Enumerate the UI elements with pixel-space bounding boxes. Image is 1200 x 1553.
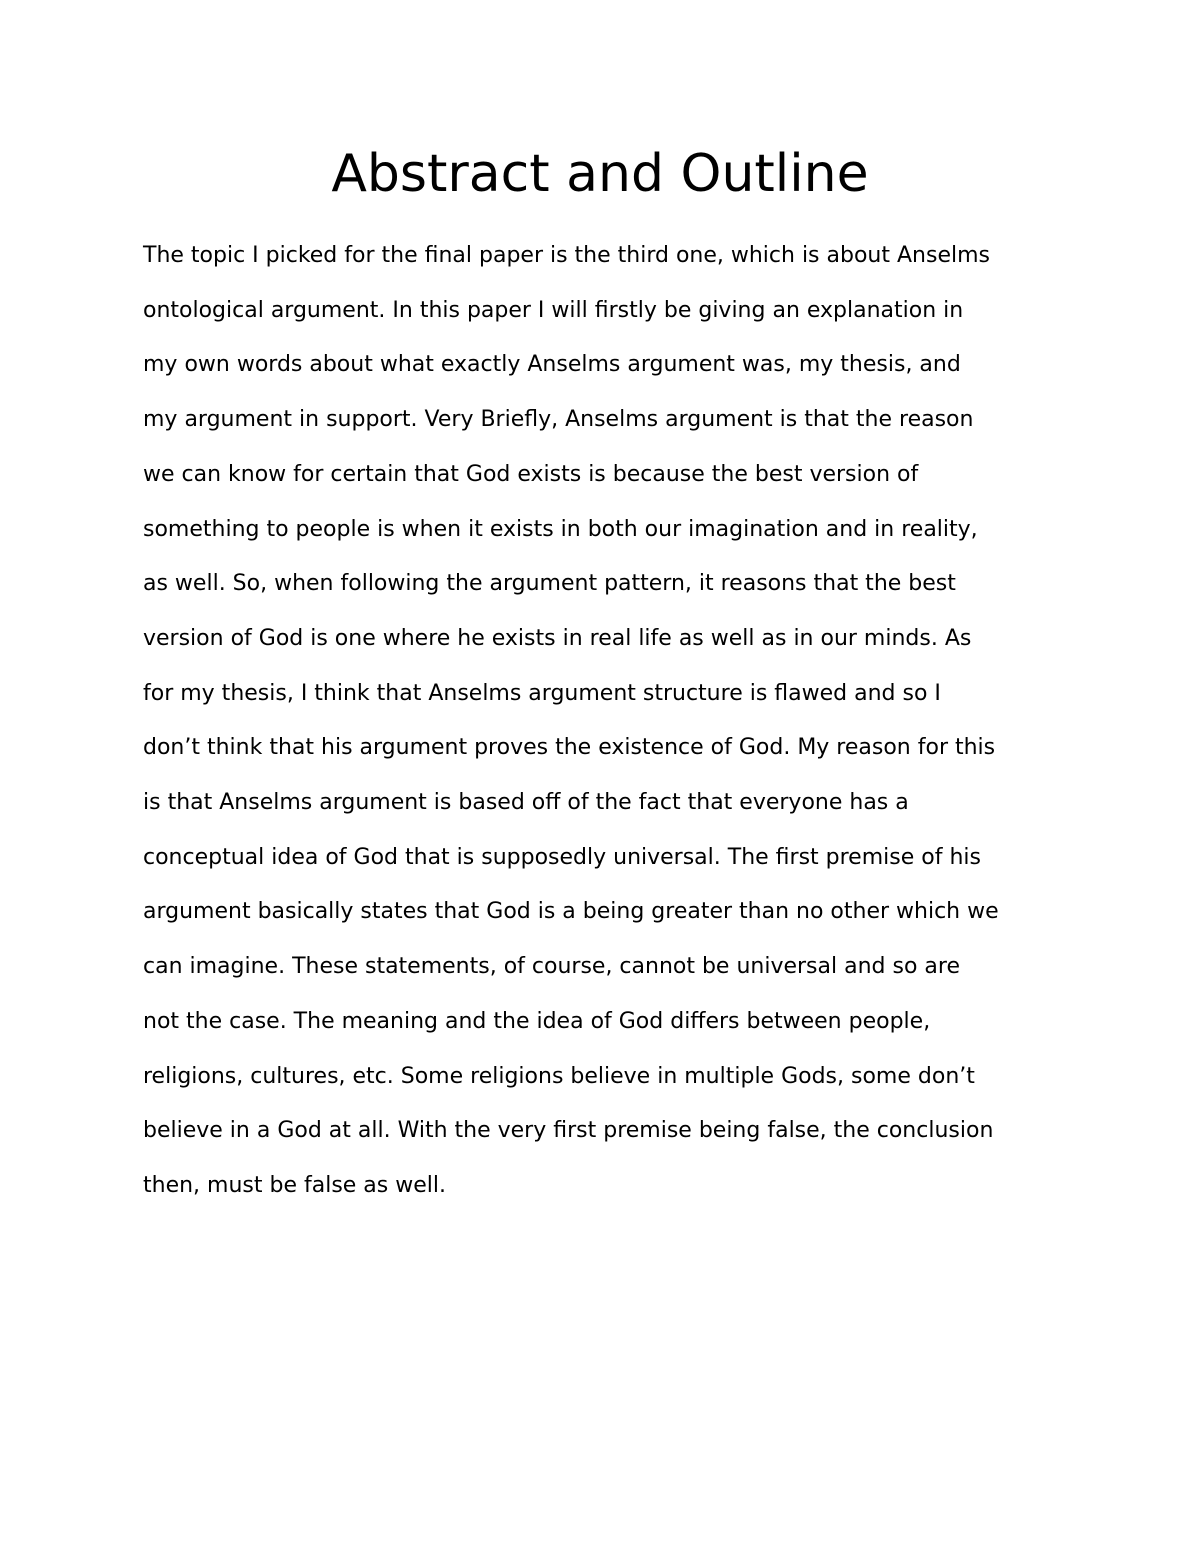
paragraph-line: is that Anselms argument is based off of the fact that everyone has a: [143, 790, 909, 816]
paragraph-line: for my thesis, I think that Anselms argument structure is flawed and so I: [143, 680, 941, 706]
page-title: Abstract and Outline: [331, 144, 869, 204]
paragraph-line: religions, cultures, etc. Some religions believe in multiple Gods, some don’t: [143, 1063, 975, 1089]
paragraph-line: not the case. The meaning and the idea of God differs between people,: [143, 1008, 931, 1034]
paragraph-line: version of God is one where he exists in real life as well as in our minds. As: [143, 625, 972, 651]
paragraph-line: conceptual idea of God that is supposedly universal. The first premise of his: [143, 844, 981, 870]
paragraph-line: then, must be false as well.: [143, 1172, 446, 1198]
paragraph-line: can imagine. These statements, of course, cannot be universal and so are: [143, 954, 960, 980]
paragraph-line: my argument in support. Very Briefly, Anselms argument is that the reason: [143, 407, 974, 433]
paragraph-line: don’t think that his argument proves the existence of God. My reason for this: [143, 735, 996, 761]
paragraph-line: as well. So, when following the argument pattern, it reasons that the best: [143, 571, 956, 597]
paragraph-line: argument basically states that God is a being greater than no other which we: [143, 899, 999, 925]
body-paragraph: [143, 229, 1083, 1214]
paragraph-line: my own words about what exactly Anselms argument was, my thesis, and: [143, 352, 961, 378]
paragraph-line: we can know for certain that God exists is because the best version of: [143, 461, 919, 487]
paragraph-line: The topic I picked for the final paper is the third one, which is about Anselms: [143, 243, 990, 268]
paragraph-line: something to people is when it exists in both our imagination and in reality,: [143, 516, 978, 542]
paragraph-line: ontological argument. In this paper I will firstly be giving an explanation in: [143, 297, 964, 323]
paragraph-line: believe in a God at all. With the very first premise being false, the conclusion: [143, 1118, 994, 1144]
